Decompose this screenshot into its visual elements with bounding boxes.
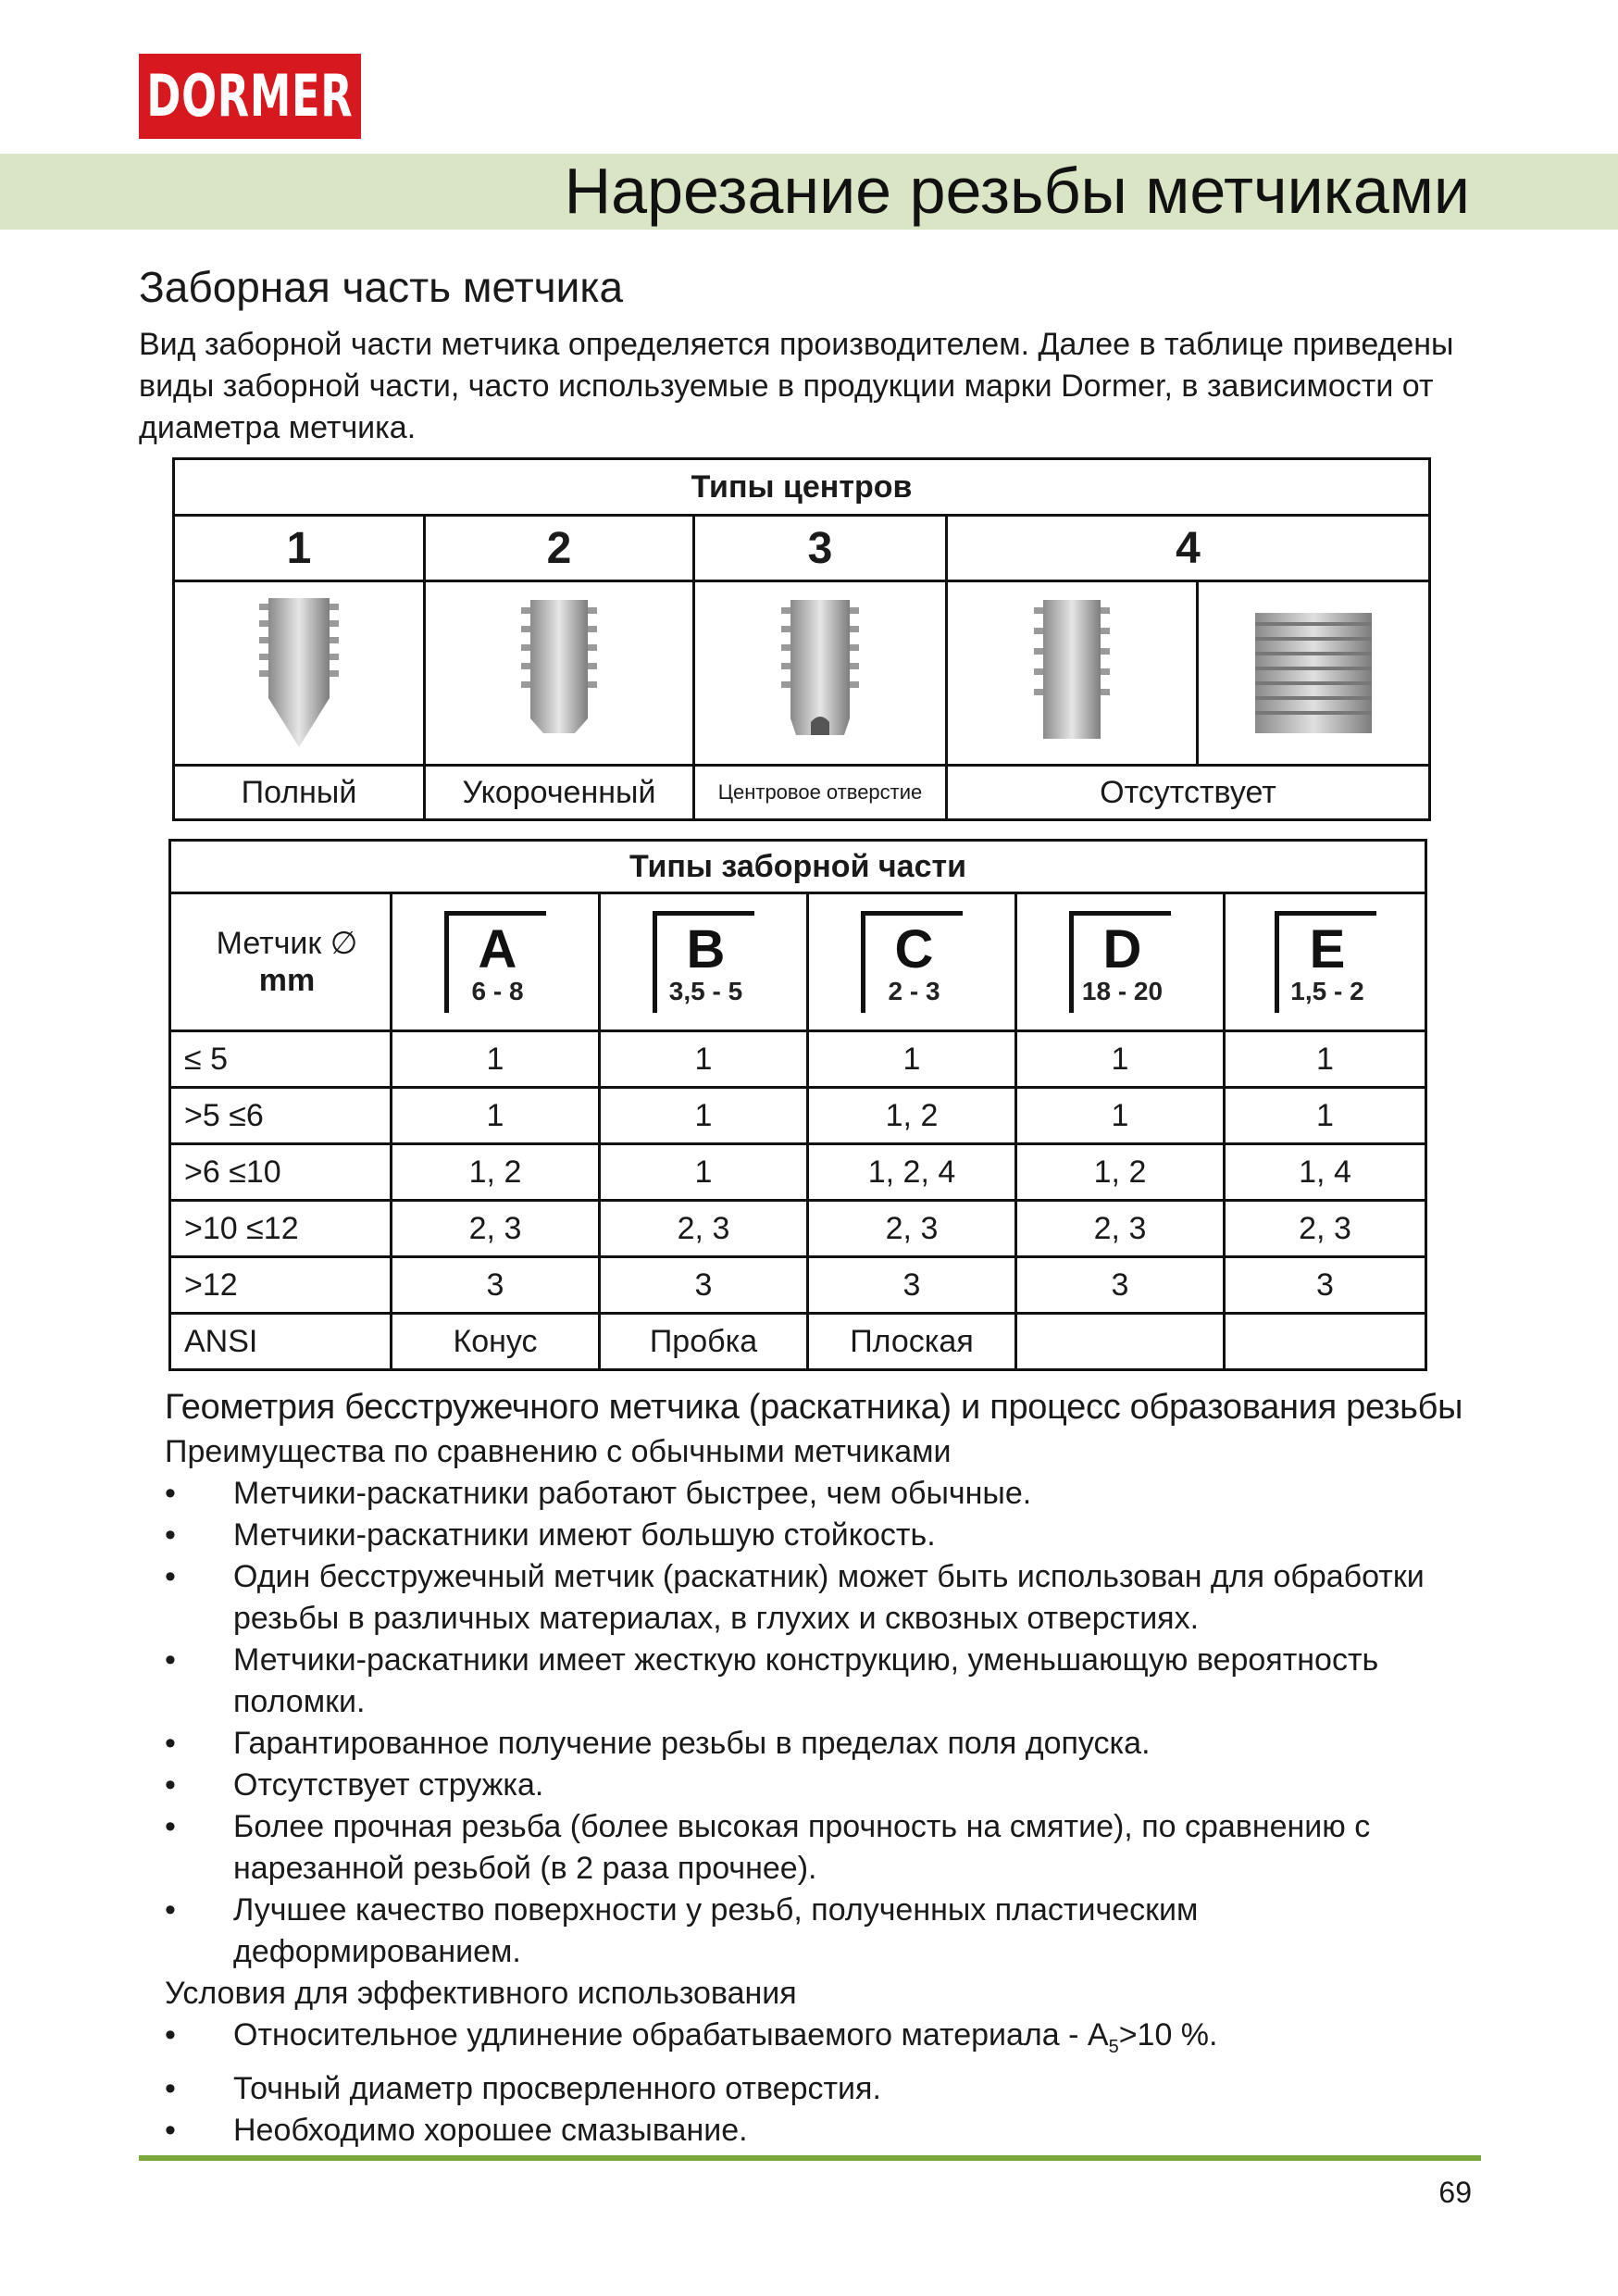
row-label: ≤ 5 [170, 1031, 392, 1088]
list-item [165, 1806, 1479, 1890]
condition-elongation-text: Относительное удлинение обрабатываемого материала - A [233, 2017, 1109, 2053]
table-cell: 1 [1225, 1088, 1426, 1144]
center-type-number-1: 1 [174, 516, 425, 581]
table-row [170, 1257, 1426, 1314]
center-hole-tap-image [694, 581, 947, 766]
bullet: • [165, 1767, 176, 1803]
list-item-text: Более прочная резьба (более высокая прочность на смятие), по сравнению с нарезанной резьбой (в 2 раза прочнее). [233, 1809, 1371, 1886]
table-cell: 1 [1016, 1088, 1225, 1144]
list-item [165, 2068, 1479, 2110]
table-cell: 3 [600, 1257, 808, 1314]
center-label-full: Полный [174, 766, 425, 820]
chamfer-type-c-range: 2 - 3 [888, 977, 940, 1005]
list-item [165, 1765, 1479, 1806]
row-label: ANSI [170, 1314, 392, 1370]
list-item-text: Метчики-раскатники имеют большую стойкость. [233, 1517, 936, 1553]
table-cell: 1, 2 [1016, 1144, 1225, 1201]
chamfer-type-e [1225, 893, 1426, 1031]
table-cell: 3 [392, 1257, 600, 1314]
list-item [165, 1890, 1479, 1973]
list-item [165, 1473, 1479, 1515]
row-label: >5 ≤6 [170, 1088, 392, 1144]
list-item-text: Отсутствует стружка. [233, 1767, 544, 1803]
list-item [165, 2110, 1479, 2152]
advantages-title: Преимущества по сравнению с обычными метчиками [165, 1434, 952, 1469]
table-cell: Пробка [600, 1314, 808, 1370]
table-cell: 1 [1016, 1031, 1225, 1088]
center-type-number-2: 2 [425, 516, 694, 581]
table-cell: 2, 3 [1016, 1201, 1225, 1257]
no-center-tap-image-1 [947, 581, 1198, 766]
list-item-text: Необходимо хорошее смазывание. [233, 2112, 748, 2148]
table-cell [1016, 1314, 1225, 1370]
bullet: • [165, 1476, 176, 1511]
list-item-text: Метчики-раскатники имеет жесткую конструкцию, уменьшающую вероятность поломки. [233, 1642, 1379, 1719]
chamfer-type-c-badge [861, 911, 963, 1013]
center-type-number-4: 4 [947, 516, 1430, 581]
dormer-logo [139, 54, 361, 139]
bullet: • [165, 1559, 176, 1594]
table-cell: 2, 3 [392, 1201, 600, 1257]
chamfer-type-d-badge [1069, 911, 1171, 1013]
bullet: • [165, 2070, 176, 2106]
chamfer-type-a-range: 6 - 8 [471, 977, 524, 1005]
chamfer-types-title: Типы заборной части [170, 841, 1426, 893]
bullet: • [165, 1809, 176, 1844]
table-cell: 1 [392, 1088, 600, 1144]
chamfer-type-a-badge [444, 911, 546, 1013]
diameter-column-header [170, 893, 392, 1031]
table-cell: Плоская [808, 1314, 1016, 1370]
bullet: • [165, 2112, 176, 2148]
table-cell: 2, 3 [1225, 1201, 1426, 1257]
diameter-unit: mm [258, 963, 316, 998]
chamfer-types-table [168, 839, 1427, 1371]
list-item-text: Метчики-раскатники работают быстрее, чем обычные. [233, 1476, 1032, 1511]
chamfer-type-b [600, 893, 808, 1031]
bullet: • [165, 2017, 176, 2053]
chamfer-type-b-badge [653, 911, 754, 1013]
center-label-shortened: Укороченный [425, 766, 694, 820]
table-cell: 3 [1225, 1257, 1426, 1314]
bullet: • [165, 1726, 176, 1761]
list-item [165, 2015, 1479, 2068]
list-item [165, 1723, 1479, 1765]
center-hole-tap-icon [765, 594, 876, 752]
center-type-number-3: 3 [694, 516, 947, 581]
no-center-tap-image-2 [1198, 581, 1430, 766]
chamfer-type-c-letter: C [894, 919, 934, 980]
table-cell: 1 [392, 1031, 600, 1088]
table-row [170, 1144, 1426, 1201]
center-types-title: Типы центров [174, 459, 1430, 516]
page-number: 69 [1438, 2176, 1472, 2209]
full-center-tap-image [174, 581, 425, 766]
advantages-section [165, 1431, 1479, 2152]
forming-taps-title: Геометрия бесстружечного метчика (раскатника) и процесс образования резьбы [165, 1388, 1463, 1427]
table-cell: Конус [392, 1314, 600, 1370]
list-item [165, 1640, 1479, 1723]
row-label: >12 [170, 1257, 392, 1314]
condition-elongation-subscript: 5 [1108, 2036, 1119, 2057]
table-row [170, 1314, 1426, 1370]
center-types-table [172, 457, 1431, 821]
table-row [170, 1088, 1426, 1144]
table-cell: 1, 2 [808, 1088, 1016, 1144]
list-item-text: Точный диаметр просверленного отверстия. [233, 2070, 881, 2106]
table-cell: 3 [1016, 1257, 1225, 1314]
list-item-text: Лучшее качество поверхности у резьб, полученных пластическим деформированием. [233, 1892, 1199, 1969]
bullet: • [165, 1892, 176, 1928]
full-center-tap-icon [248, 594, 350, 752]
no-center-tap-icon [1021, 594, 1123, 752]
chamfer-type-e-range: 1,5 - 2 [1290, 977, 1364, 1005]
table-cell: 1, 2, 4 [808, 1144, 1016, 1201]
chamfer-type-d-range: 18 - 20 [1081, 977, 1164, 1005]
table-cell: 1 [600, 1031, 808, 1088]
center-label-none: Отсутствует [947, 766, 1430, 820]
footer-rule [139, 2155, 1481, 2161]
diameter-label: Метчик ∅ [216, 926, 358, 961]
bullet: • [165, 1642, 176, 1678]
chamfer-type-b-letter: B [686, 919, 726, 980]
table-cell: 2, 3 [600, 1201, 808, 1257]
intro-paragraph: Вид заборной части метчика определяется производителем. Далее в таблице приведены виды заборной части, часто используемые в продукции марки Dormer, в зависимости от диаметра метчика. [139, 327, 1454, 445]
condition-elongation-suffix: >10 %. [1118, 2017, 1218, 2053]
advantages-list [165, 1473, 1479, 1973]
thread-cylinder-icon [1244, 604, 1383, 742]
conditions-list [165, 2015, 1479, 2152]
list-item-text: Один бесстружечный метчик (раскатник) может быть использован для обработки резьбы в различных материалах, в глухих и сквозных отверстиях. [233, 1559, 1425, 1636]
shortened-center-tap-icon [508, 594, 610, 752]
table-cell: 3 [808, 1257, 1016, 1314]
chamfer-type-a-letter: A [478, 919, 517, 980]
page-title: Нарезание резьбы метчиками [564, 155, 1470, 227]
chamfer-type-b-range: 3,5 - 5 [668, 977, 743, 1005]
chamfer-type-d [1016, 893, 1225, 1031]
chamfer-type-d-letter: D [1102, 919, 1142, 980]
list-item [165, 1515, 1479, 1556]
row-label: >6 ≤10 [170, 1144, 392, 1201]
shortened-center-tap-image [425, 581, 694, 766]
table-row [170, 1031, 1426, 1088]
section-title: Заборная часть метчика [139, 263, 624, 311]
chamfer-type-e-badge [1275, 911, 1376, 1013]
logo-text: DORMER [146, 62, 354, 130]
table-cell: 1 [600, 1144, 808, 1201]
list-item [165, 1556, 1479, 1640]
table-cell: 2, 3 [808, 1201, 1016, 1257]
chamfer-type-a [392, 893, 600, 1031]
table-row [170, 1201, 1426, 1257]
bullet: • [165, 1517, 176, 1553]
table-cell: 1 [808, 1031, 1016, 1088]
table-cell: 1 [600, 1088, 808, 1144]
chamfer-type-c [808, 893, 1016, 1031]
conditions-title: Условия для эффективного использования [165, 1976, 797, 2011]
table-cell: 1, 2 [392, 1144, 600, 1201]
table-cell: 1 [1225, 1031, 1426, 1088]
table-cell: 1, 4 [1225, 1144, 1426, 1201]
list-item-text: Гарантированное получение резьбы в пределах поля допуска. [233, 1726, 1151, 1761]
center-label-center-hole: Центровое отверстие [694, 766, 947, 820]
table-cell [1225, 1314, 1426, 1370]
chamfer-type-e-letter: E [1309, 919, 1346, 980]
row-label: >10 ≤12 [170, 1201, 392, 1257]
